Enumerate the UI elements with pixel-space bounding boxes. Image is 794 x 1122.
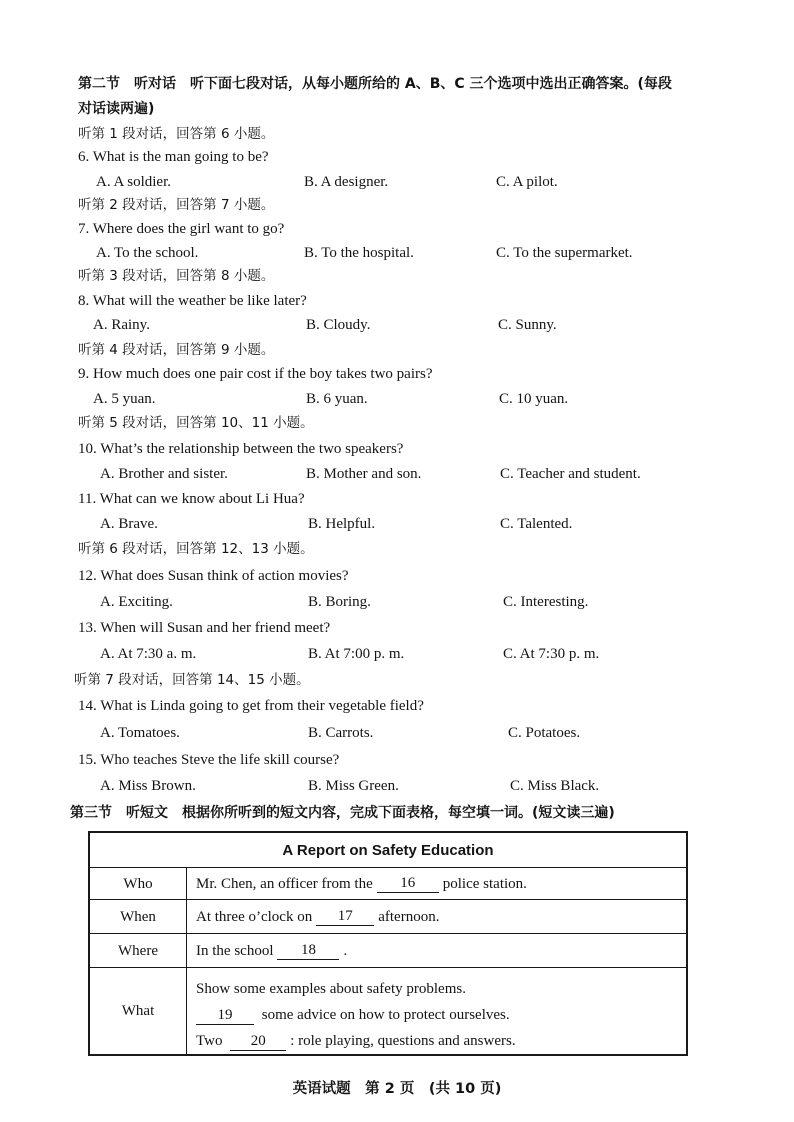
who-text-after: police station. bbox=[442, 875, 527, 892]
who-text-before: Mr. Chen, an officer from the bbox=[196, 875, 373, 892]
safety-report-table bbox=[88, 831, 688, 1056]
question-8-option-c: C. Sunny. bbox=[498, 317, 557, 333]
question-13-option-c: C. At 7:30 p. m. bbox=[503, 646, 600, 662]
when-text-before: At three o’clock on bbox=[196, 908, 313, 925]
table-row-who bbox=[90, 867, 686, 900]
question-14-option-c: C. Potatoes. bbox=[508, 725, 581, 741]
row-label-who: Who bbox=[90, 868, 187, 900]
what-line-2-text: some advice on how to protect ourselves. bbox=[261, 1007, 510, 1023]
question-9-option-a: A. 5 yuan. bbox=[93, 391, 156, 407]
question-7-stem: 7. Where does the girl want to go? bbox=[78, 221, 285, 237]
question-11-option-c: C. Talented. bbox=[500, 516, 573, 532]
question-15-option-b: B. Miss Green. bbox=[308, 778, 399, 794]
when-text-after: afternoon. bbox=[378, 908, 440, 925]
question-6-option-c: C. A pilot. bbox=[496, 174, 558, 190]
what-line-3-before: Two bbox=[196, 1033, 223, 1049]
row-label-when: When bbox=[90, 900, 187, 934]
question-10-option-c: C. Teacher and student. bbox=[500, 466, 641, 482]
row-content-who bbox=[196, 868, 678, 900]
what-line-3-after: : role playing, questions and answers. bbox=[290, 1033, 516, 1049]
question-9-stem: 9. How much does one pair cost if the boy takes two pairs? bbox=[78, 366, 433, 382]
question-15-stem: 15. Who teaches Steve the life skill course? bbox=[78, 752, 340, 768]
table-row-where bbox=[90, 933, 686, 968]
dialogue-intro-2: 听第 2 段对话，回答第 7 小题。 bbox=[78, 197, 275, 213]
question-11-stem: 11. What can we know about Li Hua? bbox=[78, 491, 305, 507]
table-row-when bbox=[90, 899, 686, 934]
blank-18: 18 bbox=[277, 942, 339, 960]
question-6-option-b: B. A designer. bbox=[304, 174, 389, 190]
page-footer: 英语试题 第 2 页 (共 10 页) bbox=[292, 1081, 502, 1097]
question-13-option-a: A. At 7:30 a. m. bbox=[100, 646, 197, 662]
question-6-option-a: A. A soldier. bbox=[96, 174, 172, 190]
row-content-what bbox=[196, 968, 678, 1054]
blank-16: 16 bbox=[377, 875, 439, 893]
question-13-option-b: B. At 7:00 p. m. bbox=[308, 646, 405, 662]
row-label-what: What bbox=[90, 968, 187, 1054]
question-14-stem: 14. What is Linda going to get from their vegetable field? bbox=[78, 698, 424, 714]
question-11-option-b: B. Helpful. bbox=[308, 516, 376, 532]
question-14-option-b: B. Carrots. bbox=[308, 725, 374, 741]
question-7-option-b: B. To the hospital. bbox=[304, 245, 414, 261]
question-10-option-b: B. Mother and son. bbox=[306, 466, 422, 482]
question-8-option-b: B. Cloudy. bbox=[306, 317, 371, 333]
dialogue-intro-3: 听第 3 段对话，回答第 8 小题。 bbox=[78, 268, 275, 284]
question-6-stem: 6. What is the man going to be? bbox=[78, 149, 269, 165]
question-12-stem: 12. What does Susan think of action movies? bbox=[78, 568, 349, 584]
dialogue-intro-7: 听第 7 段对话，回答第 14、15 小题。 bbox=[74, 672, 310, 688]
row-content-when bbox=[196, 900, 678, 934]
question-10-stem: 10. What’s the relationship between the two speakers? bbox=[78, 441, 404, 457]
question-12-option-c: C. Interesting. bbox=[503, 594, 589, 610]
question-12-option-b: B. Boring. bbox=[308, 594, 371, 610]
question-9-option-c: C. 10 yuan. bbox=[499, 391, 569, 407]
dialogue-intro-4: 听第 4 段对话，回答第 9 小题。 bbox=[78, 342, 275, 358]
section2-header-line2: 对话读两遍) bbox=[78, 101, 155, 117]
question-15-option-c: C. Miss Black. bbox=[510, 778, 600, 794]
dialogue-intro-1: 听第 1 段对话，回答第 6 小题。 bbox=[78, 126, 275, 142]
question-13-stem: 13. When will Susan and her friend meet? bbox=[78, 620, 331, 636]
question-12-option-a: A. Exciting. bbox=[100, 594, 173, 610]
what-line-1: Show some examples about safety problems. bbox=[196, 981, 466, 997]
row-content-where bbox=[196, 934, 678, 968]
blank-17: 17 bbox=[316, 908, 374, 926]
question-14-option-a: A. Tomatoes. bbox=[100, 725, 180, 741]
dialogue-intro-6: 听第 6 段对话，回答第 12、13 小题。 bbox=[78, 541, 314, 557]
blank-20: 20 bbox=[230, 1033, 286, 1051]
question-11-option-a: A. Brave. bbox=[100, 516, 158, 532]
blank-19: 19 bbox=[196, 1007, 254, 1025]
question-15-option-a: A. Miss Brown. bbox=[100, 778, 196, 794]
section3-header: 第三节 听短文 根据你所听到的短文内容，完成下面表格，每空填一词。(短文读三遍) bbox=[70, 805, 615, 821]
question-10-option-a: A. Brother and sister. bbox=[100, 466, 228, 482]
where-text-before: In the school bbox=[196, 942, 274, 959]
question-8-option-a: A. Rainy. bbox=[93, 317, 150, 333]
where-text-after: . bbox=[343, 942, 348, 959]
row-label-where: Where bbox=[90, 934, 187, 968]
question-9-option-b: B. 6 yuan. bbox=[306, 391, 368, 407]
what-line-2 bbox=[196, 1002, 678, 1028]
section2-header-line1: 第二节 听对话 听下面七段对话，从每小题所给的 A、B、C 三个选项中选出正确答案。(每段 bbox=[78, 76, 672, 92]
question-7-option-a: A. To the school. bbox=[96, 245, 199, 261]
dialogue-intro-5: 听第 5 段对话，回答第 10、11 小题。 bbox=[78, 415, 314, 431]
table-row-what bbox=[90, 967, 686, 1054]
table-title: A Report on Safety Education bbox=[282, 841, 494, 859]
what-line-3 bbox=[196, 1028, 678, 1054]
question-8-stem: 8. What will the weather be like later? bbox=[78, 293, 307, 309]
question-7-option-c: C. To the supermarket. bbox=[496, 245, 633, 261]
